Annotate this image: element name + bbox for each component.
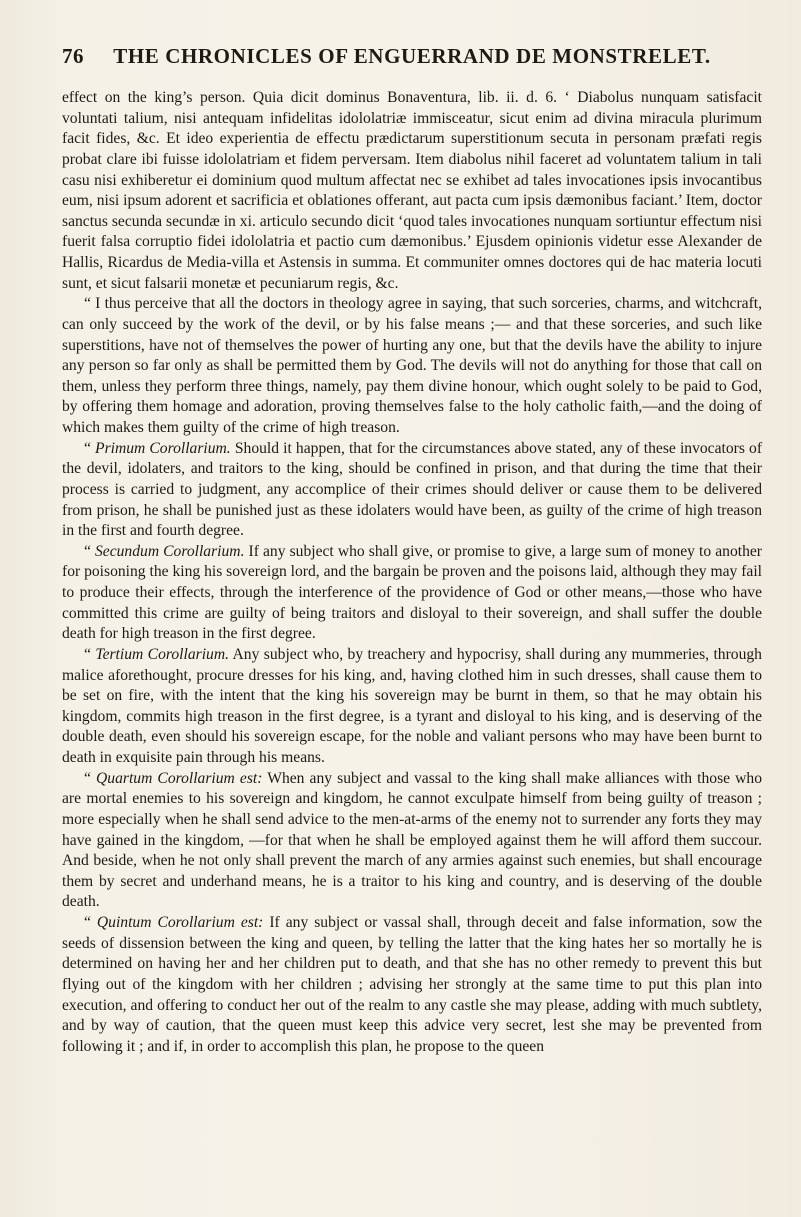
paragraph-primum-corollarium: “ Primum Corollarium. Should it happen, that for the circumstances above stated, any of these invocators of the devil, idolaters, and traitors to the king, should be confined in prison, and that during the time that their process is carried to judgment, any accomplice of their crimes should deliver or cause them to be delivered from prison, he shall be punished just as these idolaters would have been, as guilty of the crime of high treason in the first and fourth degree. xyxy=(62,439,763,540)
paragraph-secundum-corollarium: “ Secundum Corollarium. If any subject who shall give, or promise to give, a large sum of money to another for poisoning the king his sovereign lord, and the bargain be proven and the poisons laid, although they may fail to produce their effects, through the interference of the providence of God or other means,—those who have committed this crime are guilty of being traitors and disloyal to their sovereign, and shall suffer the double death for high treason in the first degree. xyxy=(62,542,763,643)
paragraph-latin-quotation xyxy=(62,88,762,294)
paragraph-text: If any subject who shall give, or promise to give, a large sum of money to another for poisoning the king his sovereign lord, and the bargain be proven and the poisons laid, although they may fail to produce their effects, through the interference of the providence of God or other means,—those who have committed this crime are guilty of being traitors and disloyal to their sovereign, and shall suffer the double death for high treason in the first degree. xyxy=(62,542,763,643)
corollary-heading: Primum Corollarium. xyxy=(95,439,231,457)
page-number: 76 xyxy=(62,44,84,68)
running-title: THE CHRONICLES OF ENGUERRAND DE MONSTRELET. xyxy=(113,44,711,68)
body-text xyxy=(62,88,762,1057)
paragraph-text: “ I thus perceive that all the doctors in theology agree in saying, that such sorceries, charms, and witchcraft, can only succeed by the work of the devil, or by his false means ;— and that these sorceries, and such like superstitions, have not of themselves the power of hurting any one, but that the devils have the ability to injure any person so far only as shall be permitted them by God. The devils will not do anything for those that call on them, unless they perform three things, namely, pay them divine honour, which ought solely to be paid to God, by offering them homage and adoration, proving themselves false to the holy catholic faith,—and the doing of which makes them guilty of the crime of high treason. xyxy=(62,295,762,436)
paragraph-quintum-corollarium: “ Quintum Corollarium est: If any subject or vassal shall, through deceit and false information, sow the seeds of dissension between the king and queen, by telling the latter that the king hates her so mortally he is determined on having her and her children put to death, and that she has no other remedy to prevent this but flying out of the kingdom with her children ; advising her strongly at the same time to put this plan into execution, and offering to conduct her out of the realm to any castle she may please, adding with much subtlety, and by way of caution, that the queen must keep this advice very secret, lest she may be prevented from following it ; and if, in order to accomplish this plan, he propose to the queen xyxy=(62,914,763,1055)
paragraph-text: When any subject and vassal to the king shall make alliances with those who are mortal enemies to his sovereign and kingdom, he cannot exculpate himself from being guilty of treason ; more especially when he shall send advice to the men-at-arms of the enemy not to surrender any forts they may have gained in the kingdom, —for that when he shall be employed against them he will afford them succour. And beside, when he not only shall prevent the march of any armies against such enemies, but shall encourage them by secret and underhand means, he is a traitor to his king and country, and is deserving of the double death. xyxy=(62,769,763,911)
corollary-heading: Secundum Corollarium. xyxy=(95,542,245,560)
paragraph-text: Should it happen, that for the circumstances above stated, any of these invocators of the devil, idolaters, and traitors to the king, should be confined in prison, and that during the time that their process is carried to judgment, any accomplice of their crimes should deliver or cause them to be delivered from prison, he shall be punished just as these idolaters would have been, as guilty of the crime of high treason in the first and fourth degree. xyxy=(62,439,763,540)
corollary-heading: Tertium Corollarium. xyxy=(95,645,229,663)
paragraph-doctors-agree xyxy=(62,294,762,438)
paragraph-text: effect on the king’s person. Quia dicit dominus Bonaventura, lib. ii. d. 6. ‘ Diabolus nunquam satisfacit voluntati talium, nisi antequam infidelitas idololatriæ immisceatur, sicut enim ad divina miracula plurimum facit fides, &c. Et ideo experientia de effectu prædictarum superstitionum secuta in personam præfati regis probat clare ibi fuisse idololatriam et fidem perversam. Item diabolus nihil faceret ad voluntatem talium in tali casu nisi exhiberetur ei dominium quod multum affectat nec se exhibet ad tales invocationes ipsis invocantibus eum, nisi ipsum adorent et sacrificia et oblationes offerant, aut pacta cum ipsis dæmonibus faciant.’ Item, doctor sanctus secunda secundæ in xi. articulo secundo dicit ‘quod tales invocationes nunquam sortiuntur effectum nisi fuerit falsa corruptio fidei idololatria et pactio cum dæmonibus.’ Ejusdem opinionis videtur esse Alexander de Hallis, Ricardus de Media-villa et Astensis in summa. Et communiter omnes doctores qui de hac materia locuti sunt, et sicut falsarii monetæ et pecuniarum regis, &c. xyxy=(62,89,762,292)
paragraph-text: Any subject who, by treachery and hypocrisy, shall during any mummeries, through malice aforethought, procure dresses for his king, and, having clothed him in such dresses, shall cause them to be set on fire, with the intent that the king his sovereign may be burnt in them, so that he may obtain his kingdom, commits high treason in the first degree, is a tyrant and disloyal to his king, and is deserving of the double death, even should his sovereign escape, for the noble and valiant persons who may have been burnt to death in exquisite pain through his means. xyxy=(62,645,762,766)
corollary-heading: Quartum Corollarium est: xyxy=(96,769,263,787)
paragraph-tertium-corollarium: “ Tertium Corollarium. Any subject who, by treachery and hypocrisy, shall during any mummeries, through malice aforethought, procure dresses for his king, and, having clothed him in such dresses, shall cause them to be set on fire, with the intent that the king his sovereign may be burnt in them, so that he may obtain his kingdom, commits high treason in the first degree, is a tyrant and disloyal to his king, and is deserving of the double death, even should his sovereign escape, for the noble and valiant persons who may have been burnt to death in exquisite pain through his means. xyxy=(62,645,762,766)
paragraph-text: If any subject or vassal shall, through deceit and false information, sow the seeds of dissension between the king and queen, by telling the latter that the king hates her so mortally he is determined on having her and her children put to death, and that she has no other remedy to prevent this but flying out of the kingdom with her children ; advising her strongly at the same time to put this plan into execution, and offering to conduct her out of the realm to any castle she may please, adding with much subtlety, and by way of caution, that the queen must keep this advice very secret, lest she may be prevented from following it ; and if, in order to accomplish this plan, he propose to the queen xyxy=(62,914,763,1055)
paragraph-quartum-corollarium: “ Quartum Corollarium est: When any subject and vassal to the king shall make alliances with those who are mortal enemies to his sovereign and kingdom, he cannot exculpate himself from being guilty of treason ; more especially when he shall send advice to the men-at-arms of the enemy not to surrender any forts they may have gained in the kingdom, —for that when he shall be employed against them he will afford them succour. And beside, when he not only shall prevent the march of any armies against such enemies, but shall encourage them by secret and underhand means, he is a traitor to his king and country, and is deserving of the double death. xyxy=(62,769,763,911)
corollary-heading: Quintum Corollarium est: xyxy=(96,914,264,931)
page-header xyxy=(62,44,762,72)
